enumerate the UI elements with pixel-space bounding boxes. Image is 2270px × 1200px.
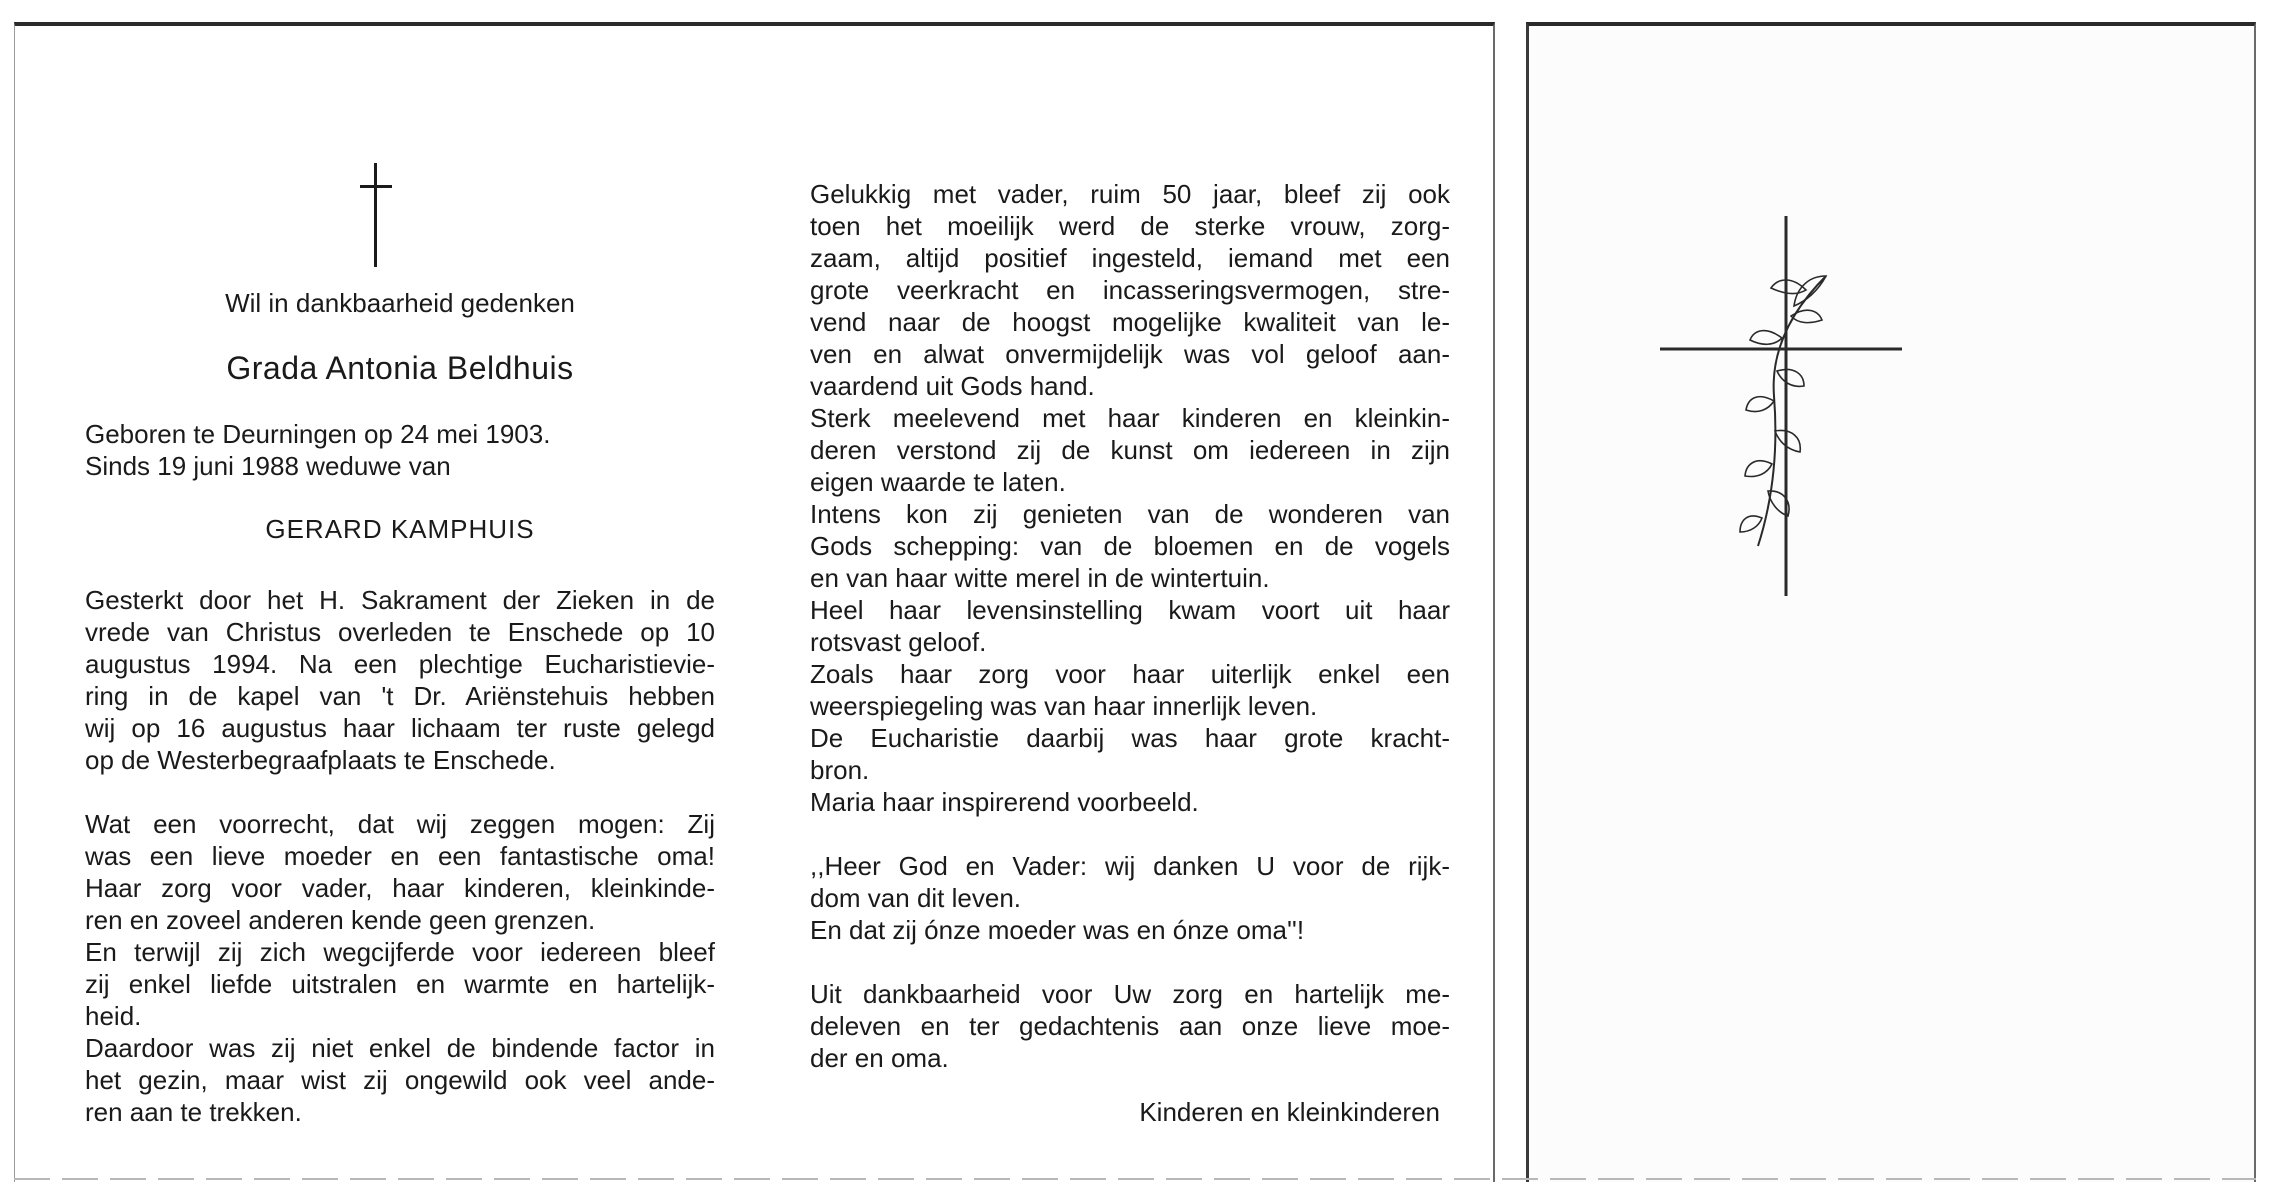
text-line: heid.	[85, 1001, 142, 1031]
text-line: grote veerkracht en incasseringsvermogen, stre-	[810, 275, 1450, 305]
closing-thanks	[810, 978, 1450, 1074]
text-line: Maria haar inspirerend voorbeeld.	[810, 787, 1199, 817]
text-line: wij op 16 augustus haar lichaam ter ruste gelegd	[85, 713, 715, 743]
text-line: vend naar de hoogst mogelijke kwaliteit van le-	[810, 307, 1450, 337]
text-line: zaam, altijd positief ingesteld, iemand met een	[810, 243, 1450, 273]
text-line: ren en zoveel anderen kende geen grenzen.	[85, 905, 596, 935]
text-line: vrede van Christus overleden te Enschede op 10	[85, 617, 715, 647]
birth-info	[85, 418, 550, 482]
widow-line: Sinds 19 juni 1988 weduwe van	[85, 451, 451, 481]
prayer-quote	[810, 850, 1450, 946]
scan-edge-rule	[14, 1178, 2256, 1180]
text-line: ,,Heer God en Vader: wij danken U voor de rijk-	[810, 851, 1450, 881]
text-line: Uit dankbaarheid voor Uw zorg en hartelijk me-	[810, 979, 1450, 1009]
left-page	[85, 26, 715, 1182]
husband-name: GERARD KAMPHUIS	[265, 514, 535, 544]
text-line: bron.	[810, 755, 870, 785]
text-line: zij enkel liefde uitstralen en warmte en hartelijk-	[85, 969, 715, 999]
text-line: weerspiegeling was van haar innerlijk leven.	[810, 691, 1318, 721]
text-line: En terwijl zij zich wegcijferde voor iedereen bleef	[85, 937, 715, 967]
birth-line: Geboren te Deurningen op 24 mei 1903.	[85, 419, 551, 449]
text-line: Wat een voorrecht, dat wij zeggen mogen: Zij	[85, 809, 715, 839]
text-line: Daardoor was zij niet enkel de bindende factor in	[85, 1033, 715, 1063]
text-line: het gezin, maar wist zij ongewild ook veel ande-	[85, 1065, 715, 1095]
text-line: Heel haar levensinstelling kwam voort uit haar	[810, 595, 1450, 625]
text-line: ring in de kapel van 't Dr. Ariënstehuis hebben	[85, 681, 715, 711]
text-line: Gesterkt door het H. Sakrament der Zieken in de	[85, 585, 715, 615]
text-line: Gelukkig met vader, ruim 50 jaar, bleef zij ook	[810, 179, 1450, 209]
text-line: Intens kon zij genieten van de wonderen van	[810, 499, 1450, 529]
text-line: De Eucharistie daarbij was haar grote kracht-	[810, 723, 1450, 753]
text-line: op de Westerbegraafplaats te Enschede.	[85, 745, 556, 775]
right-page	[810, 26, 1450, 1182]
text-line: Sterk meelevend met haar kinderen en kleinkin-	[810, 403, 1450, 433]
text-line: Zoals haar zorg voor haar uiterlijk enkel een	[810, 659, 1450, 689]
text-line: Haar zorg voor vader, haar kinderen, kleinkinde-	[85, 873, 715, 903]
memorial-card-inner-spread	[14, 22, 1495, 1182]
paragraph-life-story	[810, 178, 1450, 818]
text-line: deleven en ter gedachtenis aan onze lieve moe-	[810, 1011, 1450, 1041]
text-line: eigen waarde te laten.	[810, 467, 1066, 497]
text-line: dom van dit leven.	[810, 883, 1022, 913]
text-line: ven en alwat onvermijdelijk was vol geloof aan-	[810, 339, 1450, 369]
text-line: der en oma.	[810, 1043, 949, 1073]
text-line: was een lieve moeder en een fantastische oma!	[85, 841, 715, 871]
cross-icon	[360, 163, 392, 267]
paragraph-tribute	[85, 808, 715, 1128]
text-line: Gods schepping: van de bloemen en de vogels	[810, 531, 1450, 561]
signature-line: Kinderen en kleinkinderen	[1139, 1097, 1440, 1127]
text-line: rotsvast geloof.	[810, 627, 987, 657]
deceased-name: Grada Antonia Beldhuis	[226, 350, 574, 386]
intro-line: Wil in dankbaarheid gedenken	[225, 288, 575, 318]
text-line: ren aan te trekken.	[85, 1097, 302, 1127]
text-line: vaardend uit Gods hand.	[810, 371, 1095, 401]
text-line: deren verstond zij de kunst om iedereen in zijn	[810, 435, 1450, 465]
paragraph-death-notice	[85, 584, 715, 776]
cross-with-palm-branch-icon	[1656, 206, 1916, 606]
text-line: En dat zij ónze moeder was en ónze oma''!	[810, 915, 1305, 945]
text-line: augustus 1994. Na een plechtige Eucharistievie-	[85, 649, 715, 679]
text-line: en van haar witte merel in de wintertuin.	[810, 563, 1270, 593]
text-line: toen het moeilijk werd de sterke vrouw, zorg-	[810, 211, 1450, 241]
memorial-card-back-cover	[1526, 22, 2256, 1182]
